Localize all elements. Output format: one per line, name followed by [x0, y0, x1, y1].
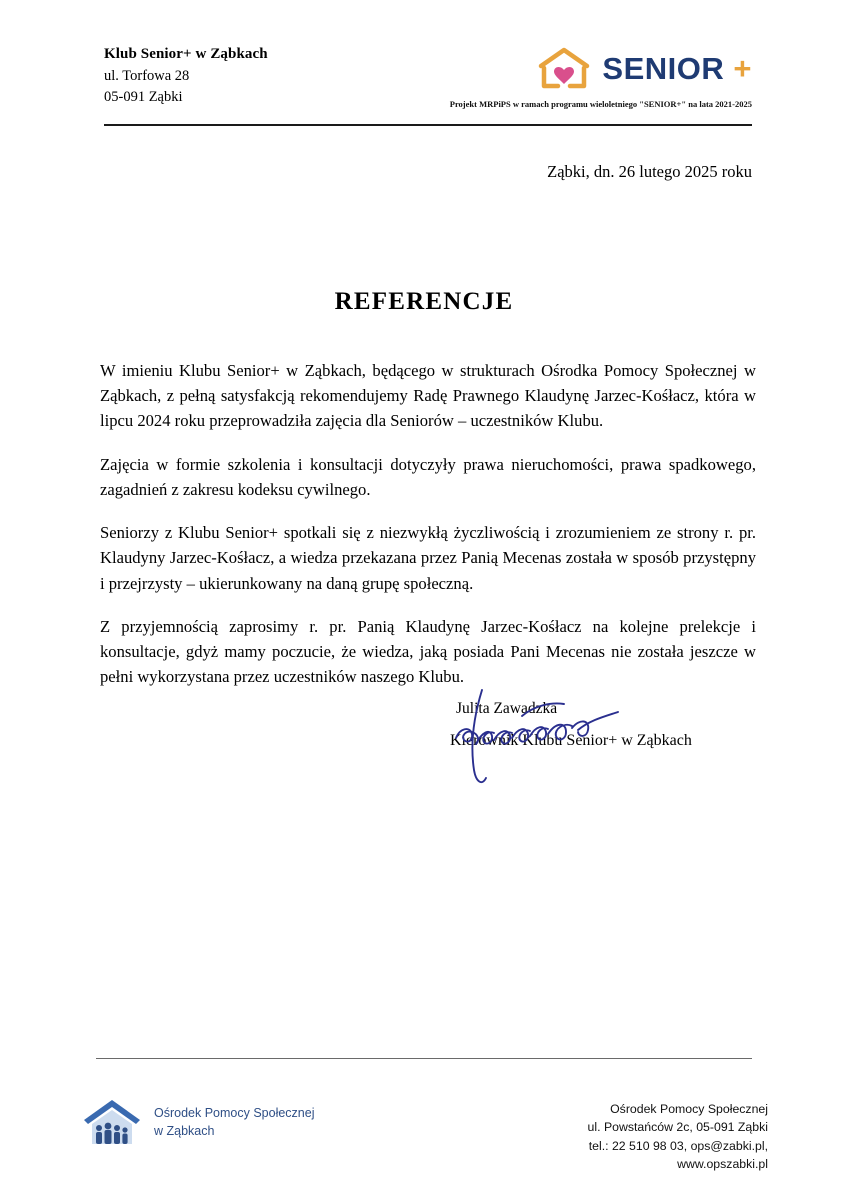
ops-logo-text [154, 1104, 315, 1140]
brand-word-text: SENIOR [602, 50, 725, 86]
document-header [104, 44, 752, 109]
brand-plus-text: + [733, 50, 752, 86]
brand-lockup [450, 46, 752, 90]
document-body [100, 358, 756, 689]
sender-block [104, 44, 268, 108]
date-line: Ząbki, dn. 26 lutego 2025 roku [547, 162, 752, 181]
footer-contact-line: www.opszabki.pl [677, 1157, 768, 1172]
signature-block [400, 700, 760, 750]
document-footer [80, 1096, 768, 1174]
ops-family-house-icon [80, 1096, 144, 1148]
footer-divider [96, 1058, 752, 1059]
signature-role: Kierownik Klubu Senior+ w Ząbkach [450, 732, 692, 749]
brand-wordmark [602, 50, 752, 86]
footer-contact-line: Ośrodek Pomocy Społecznej [610, 1102, 768, 1116]
ops-logo-line1: Ośrodek Pomocy Społecznej [154, 1105, 315, 1120]
footer-contact [588, 1096, 768, 1174]
senior-plus-brand [450, 44, 752, 109]
footer-contact-line: ul. Powstańców 2c, 05-091 Ząbki [587, 1120, 768, 1135]
sender-street: ul. Torfowa 28 [104, 67, 190, 84]
paragraph: W imieniu Klubu Senior+ w Ząbkach, będącego w strukturach Ośrodka Pomocy Społecznej w Ząbkach, z pełną satysfakcją rekomendujemy Radę Prawnego Klaudynę Jarzec-Kośłacz, która w lipcu 2024 roku przeprowadziła zajęcia dla Seniorów – uczestników Klubu. [100, 361, 756, 431]
ops-logo-line2: w Ząbkach [154, 1124, 215, 1138]
ops-logo [80, 1096, 315, 1148]
footer-contact-line: tel.: 22 510 98 03, ops@zabki.pl, [588, 1138, 768, 1153]
paragraph: Z przyjemnością zaprosimy r. pr. Panią Klaudynę Jarzec-Kośłacz na kolejne prelekcje i konsultacje, gdyż mamy poczucie, że wiedza, jaką posiada Pani Mecenas nie została jeszcze w pełni wykorzystana przez uczestników naszego Klubu. [100, 616, 756, 687]
header-divider [104, 124, 752, 126]
paragraph: Zajęcia w formie szkolenia i konsultacji dotyczyły prawa nieruchomości, prawa spadkowego, zagadnień z zakresu kodeksu cywilnego. [100, 454, 756, 499]
brand-subtitle: Projekt MRPiPS w ramach programu wieloletniego "SENIOR+" na lata 2021-2025 [449, 99, 752, 109]
signature-name: Julita Zawadzka [456, 700, 558, 717]
sender-organisation: Klub Senior+ w Ząbkach [104, 46, 268, 62]
document-title: REFERENCJE [334, 288, 514, 315]
house-heart-icon [536, 46, 592, 90]
sender-city: 05-091 Ząbki [104, 88, 183, 105]
paragraph: Seniorzy z Klubu Senior+ spotkali się z niezwykłą życzliwością i zrozumieniem ze strony r. pr. Klaudyny Jarzec-Kośłacz, a wiedza przekazana przez Panią Mecenas została w sposób przystępny i przejrzysty – ukierunkowany na daną grupę społeczną. [100, 523, 756, 593]
